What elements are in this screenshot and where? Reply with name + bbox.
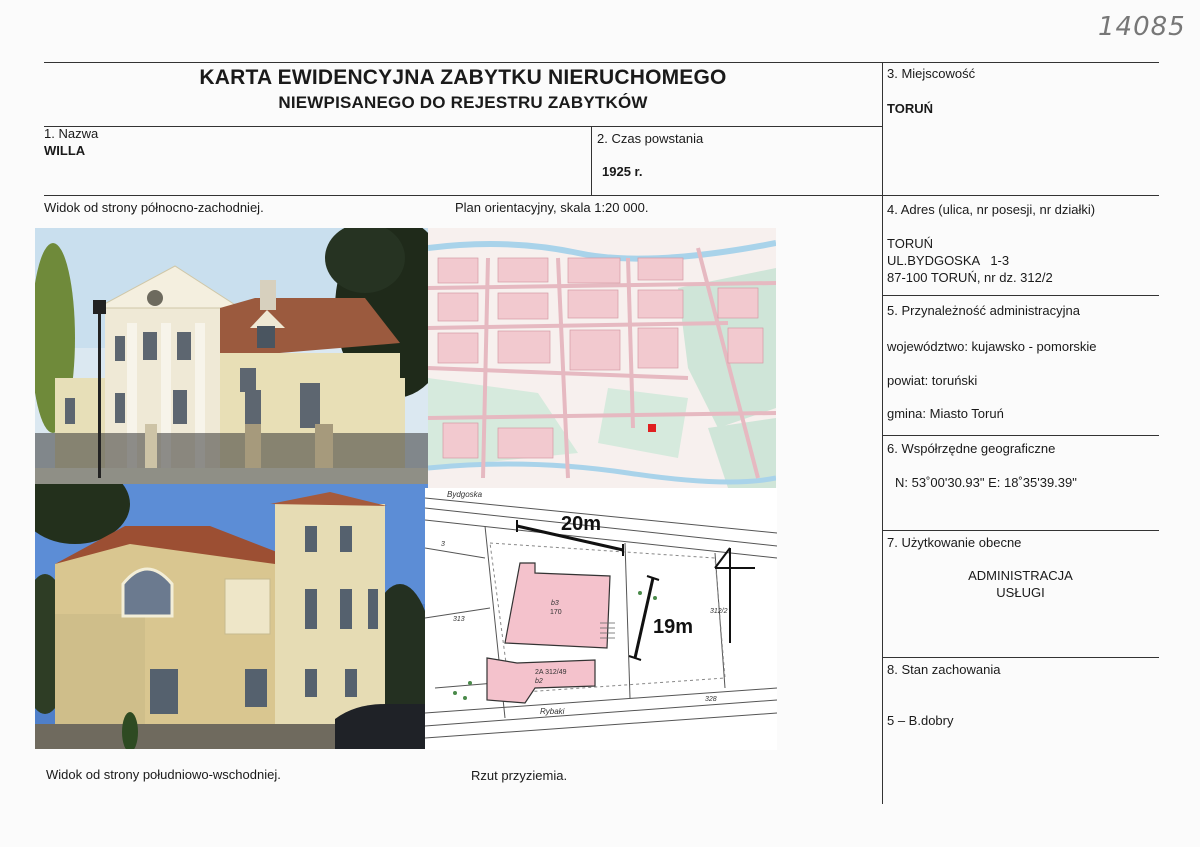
neighbor-number-label: 3 <box>441 541 445 548</box>
card-subtitle: NIEWPISANEGO DO REJESTRU ZABYTKÓW <box>278 93 648 112</box>
coords-label: 6. Współrzędne geograficzne <box>887 441 1056 456</box>
admin-voivodeship: województwo: kujawsko - pomorskie <box>887 339 1097 354</box>
site-plan <box>425 488 777 750</box>
building-small-label: b2 <box>535 678 543 685</box>
neighbor-plot-label: 313 <box>453 616 465 623</box>
location-marker <box>648 424 656 432</box>
street-top-label: Bydgoska <box>447 490 483 499</box>
title-divider <box>44 126 882 127</box>
scale-vertical-label: 19m <box>653 616 694 638</box>
condition-value: 5 – B.dobry <box>887 713 954 728</box>
divider-7-8 <box>882 657 1159 658</box>
admin-county: powiat: toruński <box>887 373 978 388</box>
divider-5-6 <box>882 435 1159 436</box>
street-bottom-label: Rybaki <box>540 707 565 716</box>
orientation-map <box>428 228 776 488</box>
caption-plan: Plan orientacyjny, skala 1:20 000. <box>455 200 649 215</box>
admin-municipality: gmina: Miasto Toruń <box>887 406 1004 421</box>
admin-label: 5. Przynależność administracyjna <box>887 303 1080 318</box>
building-small-number: 2A 312/49 <box>535 669 567 676</box>
top-border <box>44 62 1159 63</box>
address-line2: UL.BYDGOSKA 1-3 <box>887 253 1010 268</box>
usage-label: 7. Użytkowanie obecne <box>887 535 1022 550</box>
scale-horizontal-label: 20m <box>561 513 602 535</box>
usage-line1: ADMINISTRACJA <box>968 568 1073 583</box>
plot-number-label: 312/2 <box>710 608 728 615</box>
caption-floor-plan: Rzut przyziemia. <box>471 768 568 783</box>
address-label: 4. Adres (ulica, nr posesji, nr działki) <box>887 202 1096 217</box>
usage-line2: USŁUGI <box>996 585 1045 600</box>
caption-photo-bottom: Widok od strony południowo-wschodniej. <box>46 767 281 782</box>
building-main-number: 170 <box>550 609 562 616</box>
photo-southeast-view <box>35 484 428 749</box>
locality-label: 3. Miejscowość <box>887 66 976 81</box>
divider-4-5 <box>882 295 1159 296</box>
card-title: KARTA EWIDENCYJNA ZABYTKU NIERUCHOMEGO <box>199 66 727 89</box>
divider-6-7 <box>882 530 1159 531</box>
building-main-label: b3 <box>551 600 559 607</box>
bottom-number-label: 328 <box>705 696 717 703</box>
right-column-border <box>882 62 883 804</box>
name-label: 1. Nazwa <box>44 126 99 141</box>
name-value: WILLA <box>44 143 86 158</box>
condition-label: 8. Stan zachowania <box>887 662 1001 677</box>
caption-photo-top: Widok od strony północno-zachodniej. <box>44 200 264 215</box>
locality-value: TORUŃ <box>887 101 933 116</box>
address-line3: 87-100 TORUŃ, nr dz. 312/2 <box>887 270 1053 285</box>
date-value: 1925 r. <box>602 164 643 179</box>
archive-number: 14085 <box>1098 12 1186 42</box>
photo-northwest-view <box>35 228 428 484</box>
coords-value: N: 53˚00'30.93" E: 18˚35'39.39" <box>895 475 1077 490</box>
date-label: 2. Czas powstania <box>597 131 704 146</box>
header-divider <box>44 195 1159 196</box>
name-date-divider <box>591 126 592 195</box>
address-line1: TORUŃ <box>887 236 933 251</box>
